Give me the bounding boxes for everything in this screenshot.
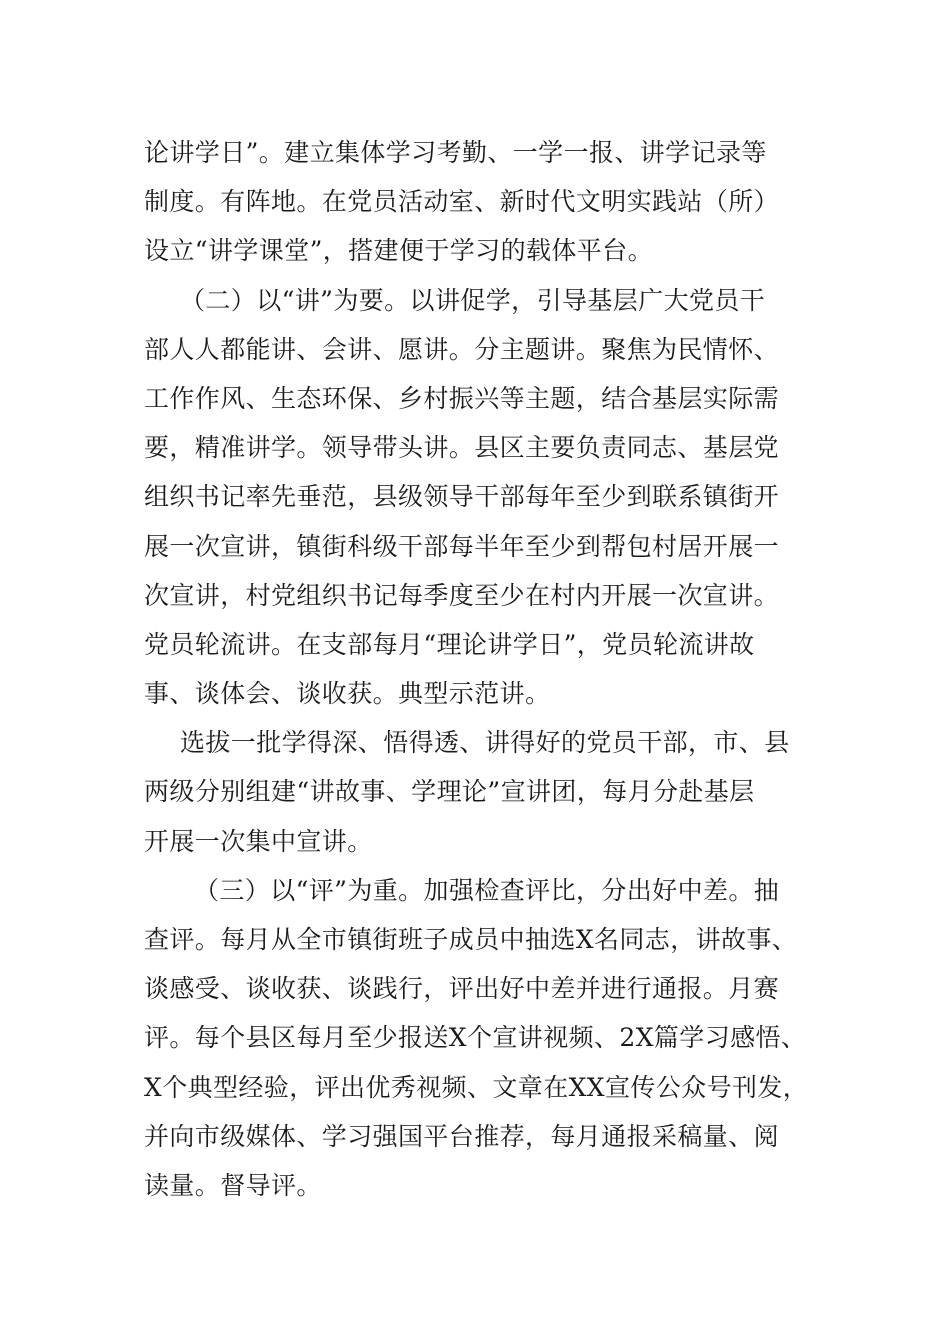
body-text <box>144 128 834 1210</box>
paragraph-heading-2: （二）以“讲”为要。以讲促学，引导基层广大党员干 <box>180 285 766 315</box>
paragraph-heading-3: （三）以“评”为重。加强检查评比，分出好中差。抽 <box>194 875 780 905</box>
text-line: 论讲学日”。建立集体学习考勤、一学一报、讲学记录等 <box>144 138 767 167</box>
text-line: 并向市级媒体、学习强国平台推荐，每月通报采稿量、阅 <box>144 1121 780 1151</box>
text-line: 两级分别组建“讲故事、学理论”宣讲团，每月分赴基层 <box>144 777 755 807</box>
text-line: 组织书记率先垂范，县级领导干部每年至少到联系镇街开 <box>144 482 780 512</box>
text-line: 事、谈体会、谈收获。典型示范讲。 <box>144 679 551 709</box>
text-line: 查评。每月从全市镇街班子成员中抽选X名同志，讲故事、 <box>144 925 798 954</box>
text-line: X个典型经验，评出优秀视频、文章在XX宣传公众号刊发， <box>144 1072 809 1102</box>
text-line: 谈感受、谈收获、谈践行，评出好中差并进行通报。月赛 <box>144 974 780 1004</box>
text-line: 工作作风、生态环保、乡村振兴等主题，结合基层实际需 <box>144 383 780 413</box>
text-line: 读量。督导评。 <box>144 1170 322 1200</box>
text-line: 党员轮流讲。在支部每月“理论讲学日”，党员轮流讲故 <box>144 629 755 659</box>
text-line: 要，精准讲学。领导带头讲。县区主要负责同志、基层党 <box>144 433 780 463</box>
paragraph-start: 选拔一批学得深、悟得透、讲得好的党员干部，市、县 <box>180 728 790 758</box>
text-line: 评。每个县区每月至少报送X个宣讲视频、2X篇学习感悟、 <box>144 1023 807 1053</box>
text-line: 制度。有阵地。在党员活动室、新时代文明实践站（所） <box>144 187 780 217</box>
text-line: 设立“讲学课堂”，搭建便于学习的载体平台。 <box>144 236 653 266</box>
text-line: 开展一次集中宣讲。 <box>144 826 373 856</box>
text-line: 展一次宣讲，镇街科级干部每半年至少到帮包村居开展一 <box>144 531 780 561</box>
text-line: 部人人都能讲、会讲、愿讲。分主题讲。聚焦为民情怀、 <box>144 334 780 364</box>
text-line: 次宣讲，村党组织书记每季度至少在村内开展一次宣讲。 <box>144 580 780 610</box>
